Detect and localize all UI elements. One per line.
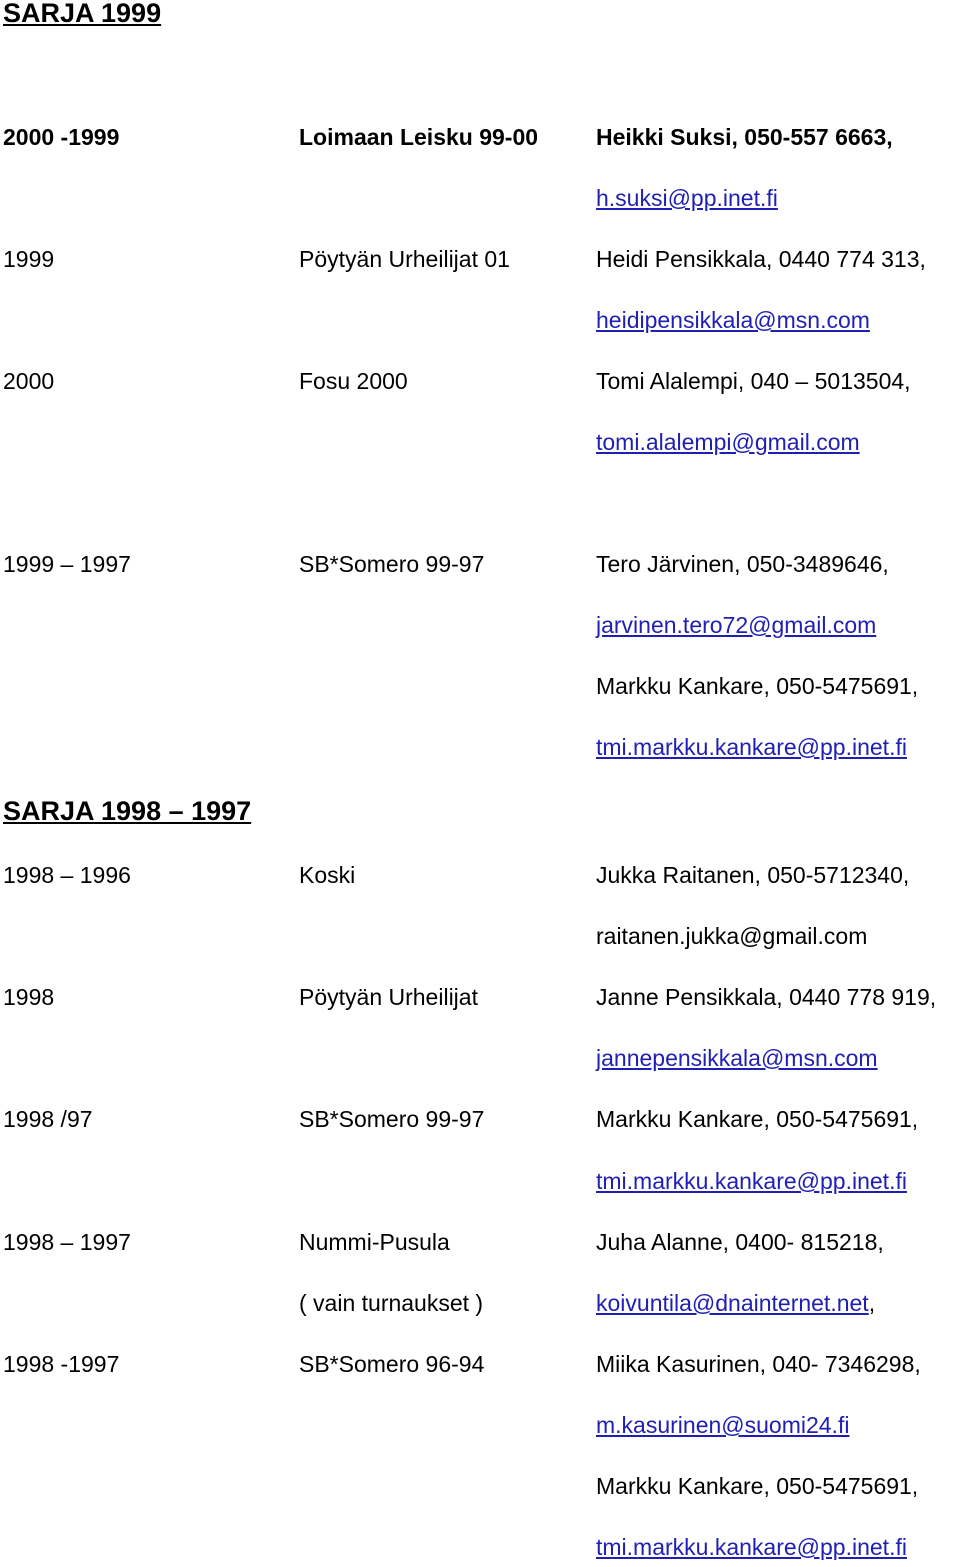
email-link[interactable]: jarvinen.tero72@gmail.com bbox=[596, 612, 877, 638]
row-years-suffix: /97 bbox=[54, 1106, 93, 1132]
email-link[interactable]: m.kasurinen@suomi24.fi bbox=[596, 1412, 850, 1438]
row-years: 1998 – 1997 bbox=[3, 1229, 131, 1255]
row-team: SB*Somero 99-97 bbox=[299, 1106, 485, 1132]
row-team: Loimaan Leisku 99-00 bbox=[299, 124, 539, 150]
row-years: 1998 – 1996 bbox=[3, 862, 131, 888]
row-contact: Tomi Alalempi, 040 – 5013504, bbox=[596, 368, 911, 394]
row-years: 2000 -1999 bbox=[3, 124, 120, 150]
row-team: Koski bbox=[299, 862, 356, 888]
row-contact: Markku Kankare, 050-5475691, bbox=[596, 1106, 919, 1132]
row-contact: Janne Pensikkala, 0440 778 919, bbox=[596, 984, 937, 1010]
row-contact: Miika Kasurinen, 040- 7346298, bbox=[596, 1351, 921, 1377]
row-team: Fosu 2000 bbox=[299, 368, 408, 394]
row-years-main: 1998 bbox=[3, 1106, 55, 1132]
row-team: Nummi-Pusula bbox=[299, 1229, 450, 1255]
email-link[interactable]: tmi.markku.kankare@pp.inet.fi bbox=[596, 1168, 907, 1194]
row-team: Pöytyän Urheilijat bbox=[299, 984, 478, 1010]
section-heading-1998-1997: SARJA 1998 – 1997 bbox=[3, 796, 252, 826]
email-link[interactable]: heidipensikkala@msn.com bbox=[596, 307, 870, 333]
email-link-secondary[interactable]: tmi.markku.kankare@pp.inet.fi bbox=[596, 734, 907, 760]
row-years: 2000 bbox=[3, 368, 55, 394]
email-link-secondary[interactable]: tmi.markku.kankare@pp.inet.fi bbox=[596, 1534, 907, 1560]
row-contact-secondary: Markku Kankare, 050-5475691, bbox=[596, 1473, 919, 1499]
section-heading-1999: SARJA 1999 bbox=[3, 0, 162, 28]
row-email-line bbox=[596, 1292, 875, 1315]
row-years: 1998 bbox=[3, 984, 55, 1010]
row-years: 1999 – 1997 bbox=[3, 551, 131, 577]
row-team-note: ( vain turnaukset ) bbox=[299, 1290, 484, 1316]
row-years: 1998 -1997 bbox=[3, 1351, 120, 1377]
row-team: SB*Somero 99-97 bbox=[299, 551, 485, 577]
row-email-plain: raitanen.jukka@gmail.com bbox=[596, 923, 868, 949]
row-contact-secondary: Markku Kankare, 050-5475691, bbox=[596, 673, 919, 699]
row-contact: Jukka Raitanen, 050-5712340, bbox=[596, 862, 910, 888]
row-team: Pöytyän Urheilijat 01 bbox=[299, 246, 510, 272]
row-contact: Tero Järvinen, 050-3489646, bbox=[596, 551, 889, 577]
row-contact: Heidi Pensikkala, 0440 774 313, bbox=[596, 246, 926, 272]
row-years bbox=[3, 1108, 93, 1131]
row-contact: Juha Alanne, 0400- 815218, bbox=[596, 1229, 884, 1255]
email-link[interactable]: koivuntila@dnainternet.net bbox=[596, 1290, 869, 1316]
row-years: 1999 bbox=[3, 246, 55, 272]
row-contact: Heikki Suksi, 050-557 6663, bbox=[596, 124, 893, 150]
email-link[interactable]: tomi.alalempi@gmail.com bbox=[596, 429, 860, 455]
email-suffix: , bbox=[868, 1290, 876, 1316]
email-link[interactable]: jannepensikkala@msn.com bbox=[596, 1045, 878, 1071]
row-team: SB*Somero 96-94 bbox=[299, 1351, 485, 1377]
email-link[interactable]: h.suksi@pp.inet.fi bbox=[596, 185, 778, 211]
